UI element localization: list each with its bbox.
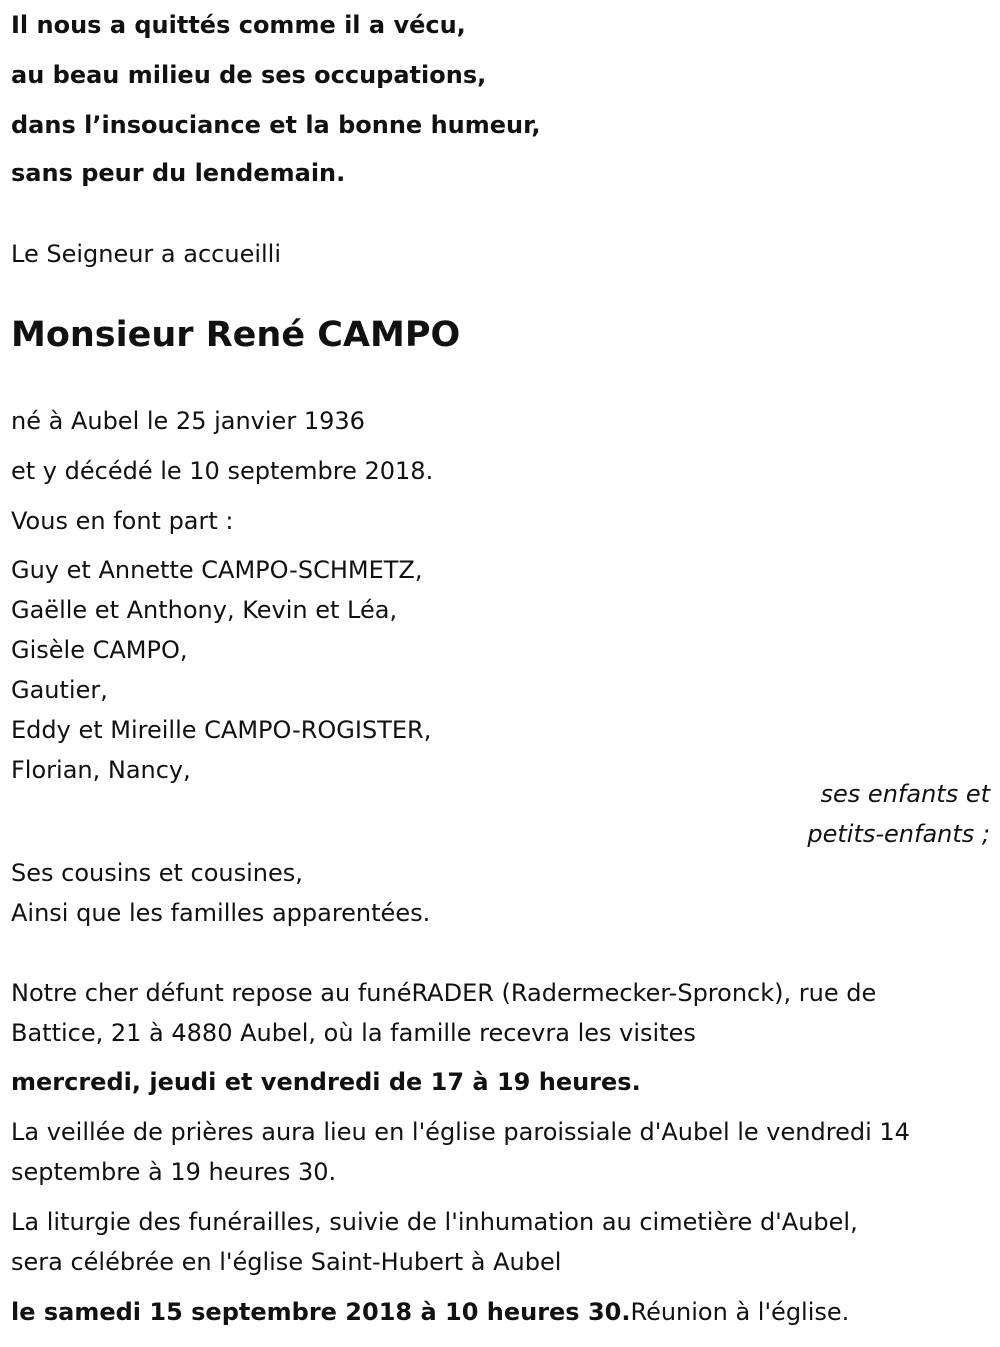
family-member: Gaëlle et Anthony, Kevin et Léa, — [11, 596, 398, 624]
family-member: Gautier, — [11, 676, 108, 704]
liturgy-text: sera célébrée en l'église Saint-Hubert à Aubel — [11, 1248, 562, 1276]
family-member: Florian, Nancy, — [11, 756, 191, 784]
deceased-name: Monsieur René CAMPO — [11, 315, 461, 355]
epitaph-line: au beau milieu de ses occupations, — [11, 61, 487, 89]
epitaph-line: sans peur du lendemain. — [11, 159, 346, 187]
liturgy-text: La liturgie des funérailles, suivie de l'inhumation au cimetière d'Aubel, — [11, 1208, 858, 1236]
meeting-note: Réunion à l'église. — [630, 1298, 850, 1326]
announce-text: Vous en font part : — [11, 507, 234, 535]
other-relatives: Ainsi que les familles apparentées. — [11, 899, 431, 927]
birth-info: né à Aubel le 25 janvier 1936 — [11, 407, 365, 435]
vigil-text: septembre à 19 heures 30. — [11, 1158, 337, 1186]
relation-label: petits-enfants ; — [807, 820, 990, 848]
death-info: et y décédé le 10 septembre 2018. — [11, 457, 434, 485]
other-relatives: Ses cousins et cousines, — [11, 859, 303, 887]
rest-location-text: Notre cher défunt repose au funéRADER (Radermecker-Spronck), rue de — [11, 979, 877, 1007]
relation-label: ses enfants et — [820, 780, 990, 808]
epitaph-line: Il nous a quittés comme il a vécu, — [11, 11, 466, 39]
family-member: Guy et Annette CAMPO-SCHMETZ, — [11, 556, 423, 584]
family-member: Eddy et Mireille CAMPO-ROGISTER, — [11, 716, 432, 744]
funeral-line — [11, 1297, 849, 1327]
visiting-hours: mercredi, jeudi et vendredi de 17 à 19 heures. — [11, 1068, 641, 1096]
funeral-date: le samedi 15 septembre 2018 à 10 heures 30. — [11, 1298, 631, 1326]
rest-location-text: Battice, 21 à 4880 Aubel, où la famille recevra les visites — [11, 1019, 696, 1047]
vigil-text: La veillée de prières aura lieu en l'église paroissiale d'Aubel le vendredi 14 — [11, 1118, 910, 1146]
epitaph-line: dans l’insouciance et la bonne humeur, — [11, 111, 541, 139]
family-member: Gisèle CAMPO, — [11, 636, 188, 664]
intro-text: Le Seigneur a accueilli — [11, 240, 282, 268]
